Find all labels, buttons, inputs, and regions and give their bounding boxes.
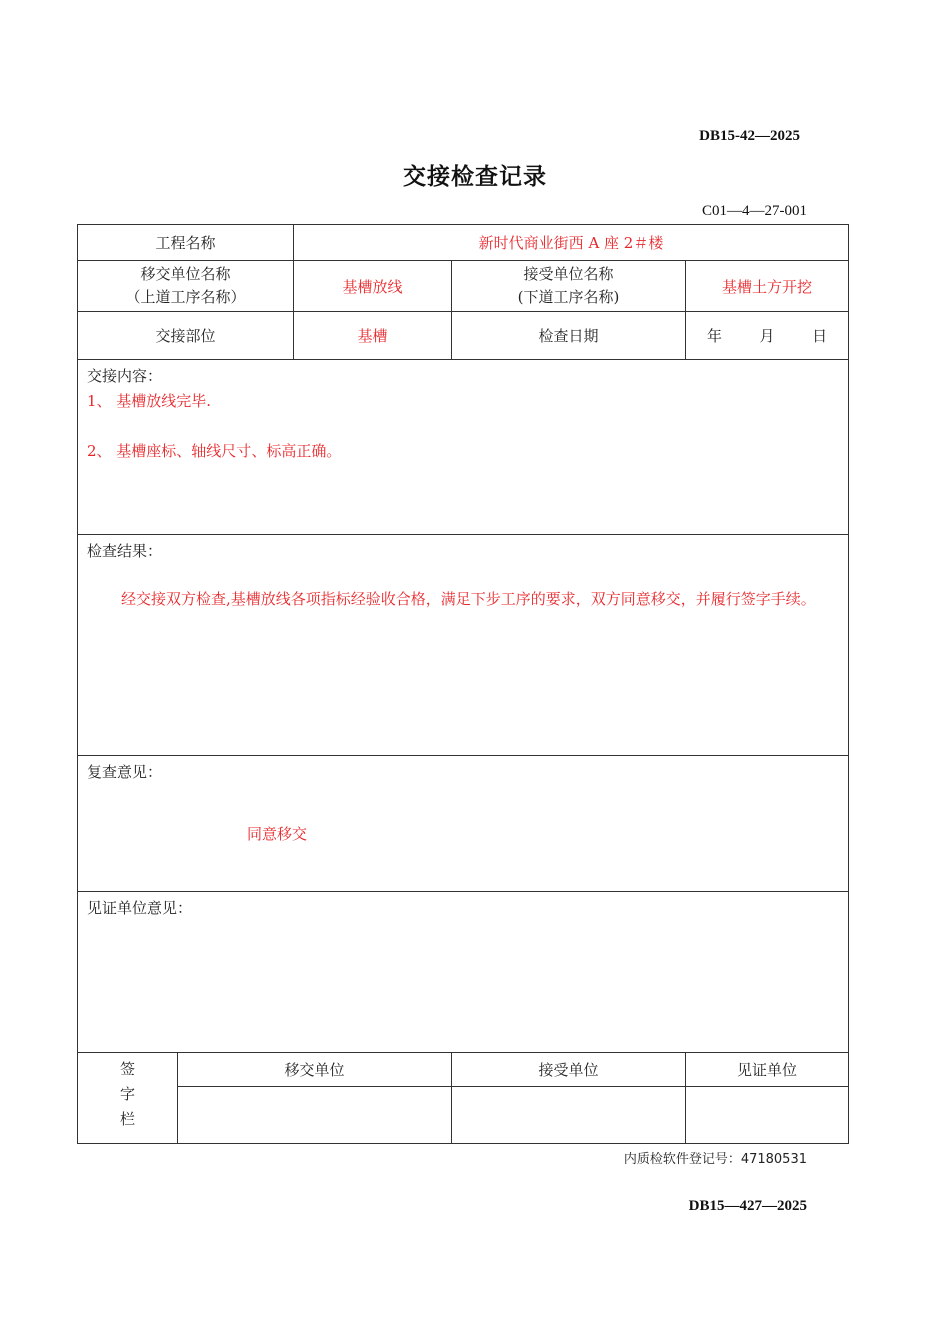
handover-item-2: 2、 基槽座标、轴线尺寸、标高正确。 — [87, 442, 342, 460]
inspection-result-cell — [78, 535, 849, 756]
signature-label-char-2: 字 — [119, 1085, 135, 1103]
handover-content-row — [78, 360, 849, 535]
signature-receive-unit-box[interactable] — [452, 1087, 686, 1144]
date-day: 日 — [812, 327, 828, 345]
handover-inspection-form — [77, 224, 849, 1144]
software-registration-number: 内质检软件登记号：47180531 — [623, 1152, 807, 1167]
page-title: 交接检查记录 — [403, 164, 547, 190]
receive-unit-label-line2: (下道工序名称) — [517, 288, 620, 306]
inspection-result-label: 检查结果： — [87, 542, 163, 560]
signature-witness-unit-header: 见证单位 — [686, 1053, 849, 1087]
handover-part-value: 基槽 — [294, 312, 452, 360]
project-name-label: 工程名称 — [78, 225, 294, 261]
recheck-cell — [78, 756, 849, 892]
signature-header-row — [78, 1053, 849, 1087]
inspection-result-text: 经交接双方检查,基槽放线各项指标经验收合格，满足下步工序的要求，双方同意移交，并履行签字手续。 — [121, 590, 816, 608]
signature-handover-unit-box[interactable] — [178, 1087, 452, 1144]
witness-label: 见证单位意见： — [87, 899, 193, 917]
witness-cell — [78, 892, 849, 1053]
recheck-row — [78, 756, 849, 892]
handover-unit-value: 基槽放线 — [294, 261, 452, 312]
part-row — [78, 312, 849, 360]
inspection-result-row — [78, 535, 849, 756]
date-year: 年 — [706, 327, 722, 345]
handover-part-label: 交接部位 — [78, 312, 294, 360]
recheck-label: 复查意见： — [87, 763, 163, 781]
standard-number-top: DB15-42—2025 — [699, 128, 800, 144]
recheck-text: 同意移交 — [247, 825, 308, 843]
project-row — [78, 225, 849, 261]
witness-row — [78, 892, 849, 1053]
handover-unit-label-line2: （上道工序名称） — [125, 288, 246, 306]
handover-content-cell — [78, 360, 849, 535]
signature-witness-unit-box[interactable] — [686, 1087, 849, 1144]
receive-unit-label — [452, 261, 686, 312]
standard-number-bottom: DB15—427—2025 — [688, 1198, 807, 1214]
receive-unit-value: 基槽土方开挖 — [686, 261, 849, 312]
handover-item-1: 1、 基槽放线完毕. — [87, 392, 212, 410]
signature-label-char-3: 栏 — [119, 1110, 135, 1128]
inspection-date-value — [686, 312, 849, 360]
project-name-value: 新时代商业街西 A 座 2＃楼 — [294, 225, 849, 261]
signature-label-char-1: 签 — [119, 1060, 135, 1078]
date-month: 月 — [759, 327, 775, 345]
handover-unit-label — [78, 261, 294, 312]
signature-handover-unit-header: 移交单位 — [178, 1053, 452, 1087]
units-row — [78, 261, 849, 312]
signature-body-row — [78, 1087, 849, 1144]
signature-receive-unit-header: 接受单位 — [452, 1053, 686, 1087]
handover-content-label: 交接内容： — [87, 367, 163, 385]
handover-unit-label-line1: 移交单位名称 — [140, 265, 231, 283]
receive-unit-label-line1: 接受单位名称 — [523, 265, 614, 283]
signature-column-label — [78, 1053, 178, 1144]
inspection-date-label: 检查日期 — [452, 312, 686, 360]
form-code: C01—4—27-001 — [702, 203, 807, 219]
